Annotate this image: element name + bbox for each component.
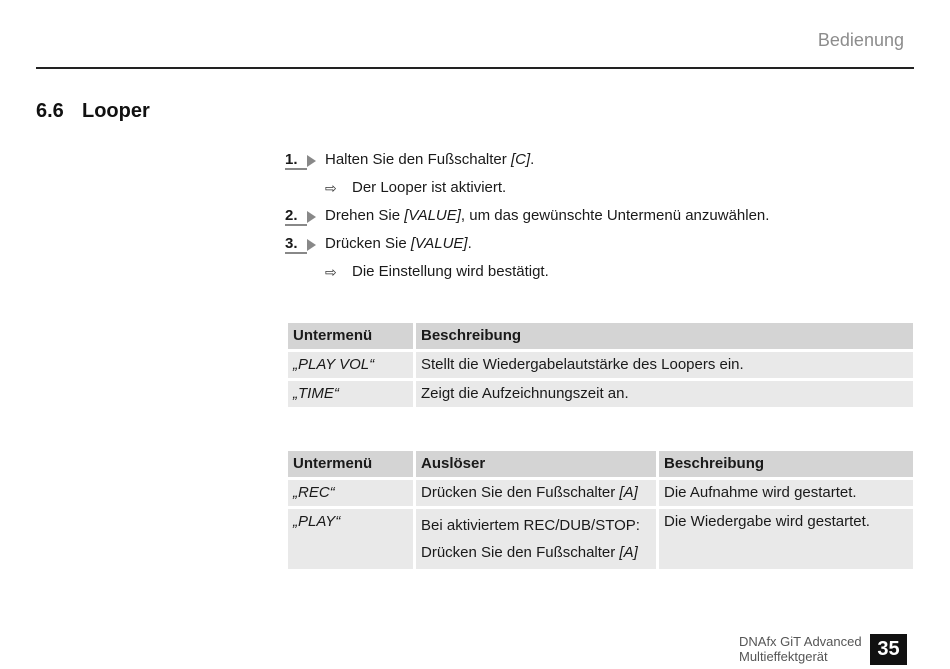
page-number: 35 bbox=[870, 634, 907, 665]
column-header: Untermenü bbox=[288, 451, 413, 477]
table-header-row bbox=[288, 323, 913, 349]
step-3-result bbox=[285, 262, 905, 290]
table-cell-trigger: Bei aktiviertem REC/DUB/STOP: Drücken Sie den Fußschalter [A] bbox=[416, 509, 656, 569]
step-text: Halten Sie den Fußschalter [C]. bbox=[325, 151, 535, 168]
table-header-row bbox=[288, 451, 913, 477]
table-cell-description: Die Aufnahme wird gestartet. bbox=[659, 480, 913, 506]
step-arrow-icon bbox=[307, 211, 316, 223]
step-1 bbox=[285, 150, 905, 178]
step-number: 3. bbox=[285, 234, 307, 254]
table-row bbox=[288, 509, 913, 569]
column-header: Auslöser bbox=[416, 451, 656, 477]
table-cell-description: Stellt die Wiedergabelautstärke des Loopers ein. bbox=[416, 352, 913, 378]
table-row bbox=[288, 480, 913, 506]
step-3 bbox=[285, 234, 905, 262]
footer-product bbox=[739, 634, 862, 664]
table-cell-description: Die Wiedergabe wird gestartet. bbox=[659, 509, 913, 569]
step-text: Drücken Sie [VALUE]. bbox=[325, 235, 472, 252]
column-header: Beschreibung bbox=[659, 451, 913, 477]
table-cell-description: Zeigt die Aufzeichnungszeit an. bbox=[416, 381, 913, 407]
result-text: Die Einstellung wird bestätigt. bbox=[352, 263, 549, 280]
table-row bbox=[288, 352, 913, 378]
column-header: Untermenü bbox=[288, 323, 413, 349]
submenu-table bbox=[285, 320, 916, 410]
table-cell-trigger: Drücken Sie den Fußschalter [A] bbox=[416, 480, 656, 506]
step-arrow-icon bbox=[307, 155, 316, 167]
table-cell-menu: „REC“ bbox=[288, 480, 413, 506]
product-name: DNAfx GiT Advanced bbox=[739, 634, 862, 649]
table-row bbox=[288, 381, 913, 407]
arrow-right-outline-icon: ⇨ bbox=[325, 264, 337, 280]
product-subtitle: Multieffektgerät bbox=[739, 649, 828, 664]
step-number: 2. bbox=[285, 206, 307, 226]
section-heading bbox=[36, 100, 150, 123]
step-number: 1. bbox=[285, 150, 307, 170]
step-1-result bbox=[285, 178, 905, 206]
step-text: Drehen Sie [VALUE], um das gewünschte Untermenü anzuwählen. bbox=[325, 207, 770, 224]
step-arrow-icon bbox=[307, 239, 316, 251]
header-divider bbox=[36, 67, 914, 69]
table-cell-menu: „TIME“ bbox=[288, 381, 413, 407]
trigger-table bbox=[285, 448, 916, 572]
section-title: Looper bbox=[82, 100, 150, 122]
instruction-steps bbox=[285, 150, 905, 290]
arrow-right-outline-icon: ⇨ bbox=[325, 180, 337, 196]
table-cell-menu: „PLAY VOL“ bbox=[288, 352, 413, 378]
chapter-title: Bedienung bbox=[817, 30, 904, 50]
table-cell-menu: „PLAY“ bbox=[288, 509, 413, 569]
column-header: Beschreibung bbox=[416, 323, 913, 349]
step-2 bbox=[285, 206, 905, 234]
section-number: 6.6 bbox=[36, 100, 64, 122]
result-text: Der Looper ist aktiviert. bbox=[352, 179, 507, 196]
